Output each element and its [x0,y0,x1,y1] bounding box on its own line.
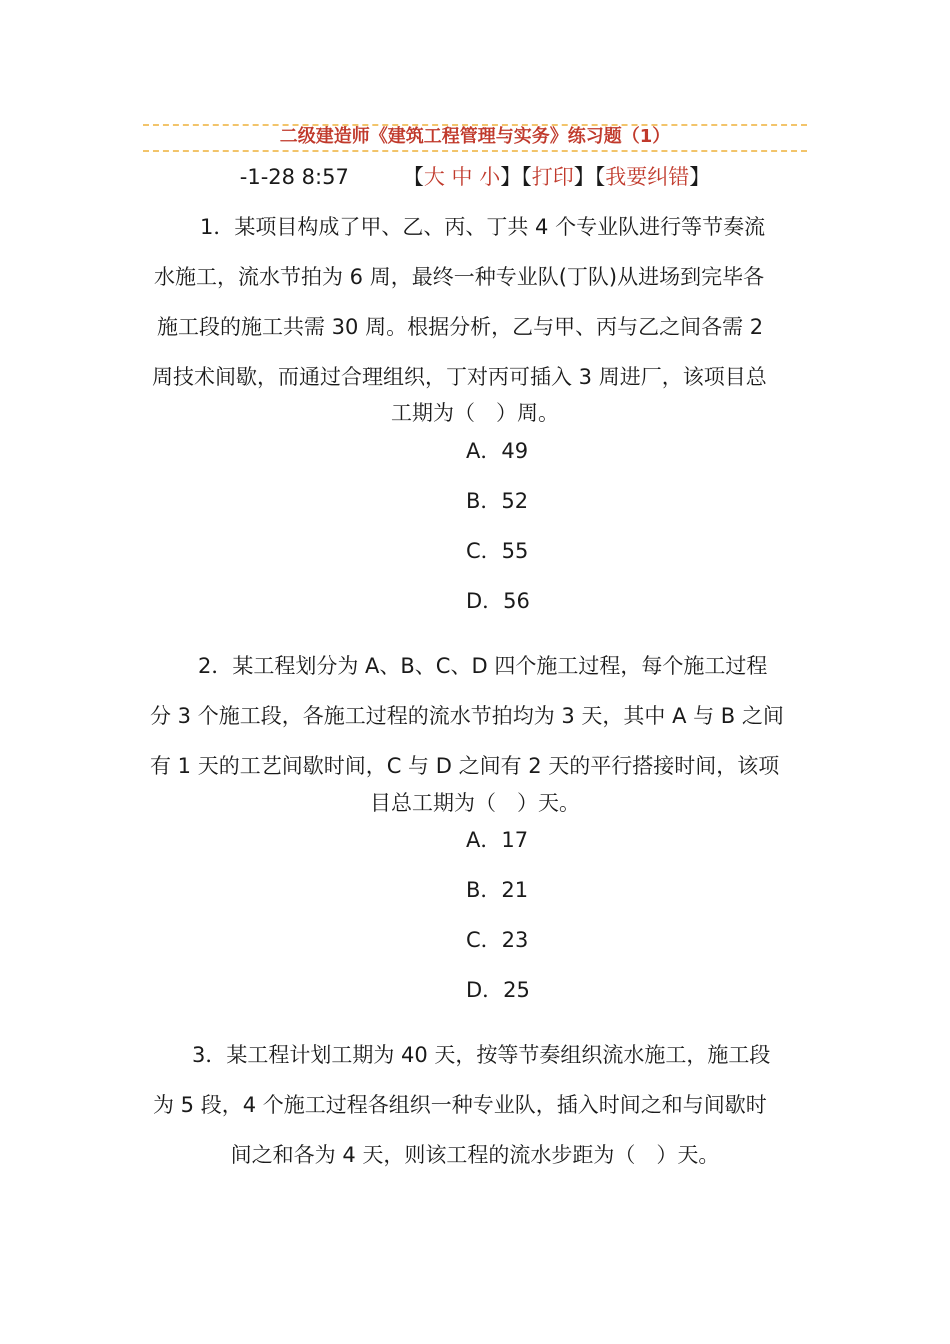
article-meta [0,162,950,192]
question-2-option-d: D．25 [466,978,530,1002]
question-1-option-c: C．55 [466,539,529,563]
question-3-line-2: 为 5 段，4 个施工过程各组织一种专业队，插入时间之和与间歇时 [153,1093,767,1117]
question-3-line-3: 间之和各为 4 天，则该工程的流水步距为（ ）天。 [230,1143,720,1167]
question-2-line-4: 目总工期为（ ）天。 [370,791,580,815]
question-1-option-a: A．49 [466,439,529,463]
question-2-line-3: 有 1 天的工艺间歇时间，C 与 D 之间有 2 天的平行搭接时间，该项 [150,754,780,778]
publish-date: -1-28 8:57 [239,165,349,189]
bracket-mid: 】【 [573,165,606,189]
report-error-link[interactable]: 我要纠错 [605,165,690,189]
font-size-medium-link[interactable]: 中 [451,165,473,189]
page-title: 二级建造师《建筑工程管理与实务》练习题（1） [279,126,671,147]
question-1-line-3: 施工段的施工共需 30 周。根据分析，乙与甲、丙与乙之间各需 2 [157,315,764,339]
size-link-gap-1 [445,165,452,189]
question-2-option-b: B．21 [466,878,529,902]
question-2-option-a: A．17 [466,828,529,852]
question-1-option-b: B．52 [466,489,529,513]
bracket-close-size: 】【 [500,165,532,189]
question-2-option-c: C．23 [466,928,529,952]
bracket-close-report: 】 [689,165,711,189]
question-1-line-2: 水施工，流水节拍为 6 周，最终一种专业队(丁队)从进场到完毕各 [154,265,765,289]
font-size-large-link[interactable]: 大 [423,165,445,189]
print-link[interactable]: 打印 [531,165,574,189]
question-1-option-d: D．56 [466,589,530,613]
bracket-open-size: 【 [402,165,424,189]
title-bottom-divider [143,150,807,152]
question-1-line-1: 1．某项目构成了甲、乙、丙、丁共 4 个专业队进行等节奏流 [200,215,766,239]
question-3-line-1: 3．某工程计划工期为 40 天，按等节奏组织流水施工，施工段 [192,1043,771,1067]
font-size-small-link[interactable]: 小 [479,165,501,189]
question-1-line-4: 周技术间歇，而通过合理组织，丁对丙可插入 3 周进厂，该项目总 [152,365,767,389]
question-1-line-5: 工期为（ ）周。 [391,401,559,425]
question-2-line-1: 2．某工程划分为 A、B、C、D 四个施工过程，每个施工过程 [198,654,768,678]
question-2-line-2: 分 3 个施工段，各施工过程的流水节拍均为 3 天，其中 A 与 B 之间 [150,704,784,728]
